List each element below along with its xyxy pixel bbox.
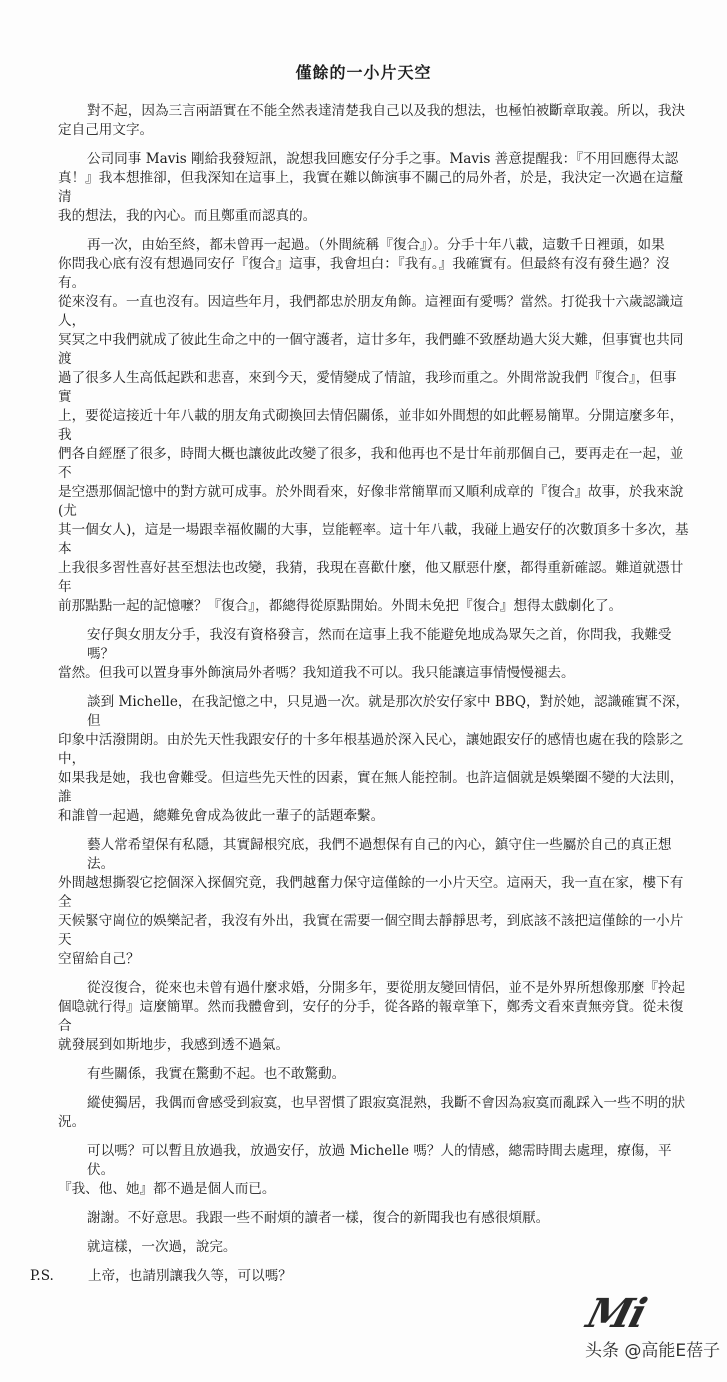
text-line: 我的想法，我的內心。而且鄭重而認真的。	[58, 208, 317, 224]
paragraph	[58, 979, 690, 1055]
text-line: 再一次，由始至終，都未曾再一起過。（外間統稱『復合』）。分手十年八載，這數千日裡頭，如果	[87, 237, 665, 253]
text-line: 公司同事 Mavis 剛給我發短訊，說想我回應安仔分手之事。Mavis 善意提醒我：『不用回應得太認	[87, 151, 679, 167]
text-line: 真！』我本想推卻，但我深知在這事上，我實在難以飾演事不關己的局外者，於是，我決定一次過在這釐清	[58, 170, 684, 205]
text-line: 安仔與女朋友分手，我沒有資格發言，然而在這事上我不能避免地成為眾矢之首，你問我，我難受嗎？	[87, 627, 672, 662]
text-line: 縱使獨居，我偶而會感受到寂寞，也早習慣了跟寂寞混熟，我斷不會因為寂寞而亂踩入一些不明的狀	[87, 1095, 686, 1111]
text-line: 印象中活潑開朗。由於先天性我跟安仔的十多年根基過於深入民心，讓她跟安仔的感情也處在我的陰影之中，	[58, 732, 684, 767]
postscript	[30, 1267, 690, 1286]
text-line: 上我很多習性喜好甚至想法也改變，我猜，我現在喜歡什麼，他又厭惡什麼，都得重新確認。難道就憑廿年	[58, 560, 684, 595]
paragraph	[58, 150, 690, 226]
document-title: 僅餘的一小片天空	[295, 63, 432, 82]
text-line: 可以嗎？可以暫且放過我，放過安仔，放過 Michelle 嗎？人的情感，總需時間去處理，療傷，平伏。	[87, 1143, 672, 1178]
watermark: 头条 @高能E蓓子	[585, 1341, 721, 1361]
paragraph	[58, 1142, 690, 1199]
text-line: 如果我是她，我也會難受。但這些先天性的因素，實在無人能控制。也許這個就是娛樂圈不變的大法則，誰	[58, 770, 684, 805]
text-line: 談到 Michelle，在我記憶之中，只見過一次。就是那次於安仔家中 BBQ，對於她，認識確實不深，但	[87, 694, 690, 729]
text-line: 其一個女人)，這是一場跟幸福攸關的大事，豈能輕率。這十年八載，我碰上過安仔的次數頂多十多次，基本	[58, 522, 689, 557]
postscript-text: 上帝，也請別讓我久等，可以嗎？	[88, 1268, 292, 1284]
postscript-label: P.S.	[30, 1268, 54, 1284]
text-line: 外間越想撕裂它挖個深入探個究竟，我們越奮力保守這僅餘的一小片天空。這兩天，我一直在家，樓下有全	[58, 875, 684, 910]
text-line: 定自己用文字。	[58, 122, 154, 138]
text-line: 和誰曾一起過，總難免會成為彼此一輩子的話題牽繫。	[58, 808, 385, 824]
text-line: 前那點點一起的記憶嚒？『復合』，都總得從原點開始。外間未免把『復合』想得太戲劇化了。	[58, 598, 623, 614]
text-line: 上，要從這接近十年八載的朋友角式砌換回去情侶關係，並非如外間想的如此輕易簡單。分開這麼多年，我	[58, 408, 684, 443]
text-line: 『我、他、她』都不過是個人而已。	[58, 1181, 276, 1197]
text-line: 對不起，因為三言兩語實在不能全然表達清楚我自己以及我的想法，也極怕被斷章取義。所以，我決	[87, 103, 686, 119]
text-line: 冥冥之中我們就成了彼此生命之中的一個守護者，這廿多年，我們雖不致歷劫過大災大難，但事實也共同渡	[58, 332, 684, 367]
paragraph	[58, 1065, 690, 1084]
paragraph	[58, 1209, 690, 1228]
text-line: 藝人常希望保有私隱，其實歸根究底，我們不過想保有自己的內心，鎮守住一些屬於自己的真正想法。	[87, 837, 672, 872]
text-line: 就這樣，一次過，說完。	[87, 1239, 237, 1255]
paragraph	[58, 836, 690, 969]
footer	[58, 1290, 721, 1372]
text-line: 空留給自己？	[58, 951, 140, 967]
paragraph	[58, 236, 690, 616]
text-line: 從來沒有。一直也沒有。因這些年月，我們都忠於朋友角飾。這裡面有愛嗎？當然。打從我十六歲認識這人，	[58, 294, 684, 329]
paragraph	[58, 1238, 690, 1257]
paragraph	[58, 1094, 690, 1132]
text-line: 們各自經歷了很多，時間大概也讓彼此改變了很多，我和他再也不是廿年前那個自己，要再走在一起，並不	[58, 446, 684, 481]
letter-body	[58, 102, 690, 1257]
text-line: 天候緊守崗位的娛樂記者，我沒有外出，我實在需要一個空間去靜靜思考，到底該不該把這僅餘的一小片天	[58, 913, 684, 948]
text-line: 謝謝。不好意思。我跟一些不耐煩的讀者一樣，復合的新聞我也有感很煩厭。	[87, 1210, 550, 1226]
paragraph	[58, 102, 690, 140]
text-line: 從沒復合，從來也未曾有過什麼求婚，分開多年，要從朋友變回情侶，並不是外界所想像那麼『拎起	[87, 980, 686, 996]
paragraph	[58, 693, 690, 826]
text-line: 個喼就行得』這麼簡單。然而我體會到，安仔的分手，從各路的報章筆下，鄭秀文看來責無旁貸。從未復合	[58, 999, 684, 1034]
text-line: 當然。但我可以置身事外飾演局外者嗎？我知道我不可以。我只能讓這事情慢慢褪去。	[58, 665, 575, 681]
paragraph	[58, 626, 690, 683]
text-line: 有些關係，我實在驚動不起。也不敢驚動。	[87, 1066, 346, 1082]
text-line: 是空憑那個記憶中的對方就可成事。於外間看來，好像非常簡單而又順利成章的『復合』故事，於我來說(尤	[58, 484, 684, 519]
text-line: 就發展到如斯地步，我感到透不過氣。	[58, 1037, 290, 1053]
text-line: 況。	[58, 1114, 86, 1130]
text-line: 你問我心底有沒有想過同安仔『復合』這事，我會坦白：『我有。』我確實有。但最終有沒有發生過？沒有。	[58, 256, 670, 291]
signature: Mi	[581, 1290, 650, 1337]
text-line: 過了很多人生高低起跌和悲喜，來到今天，愛情變成了情誼，我珍而重之。外間常說我們『復合』，但事實	[58, 370, 677, 405]
